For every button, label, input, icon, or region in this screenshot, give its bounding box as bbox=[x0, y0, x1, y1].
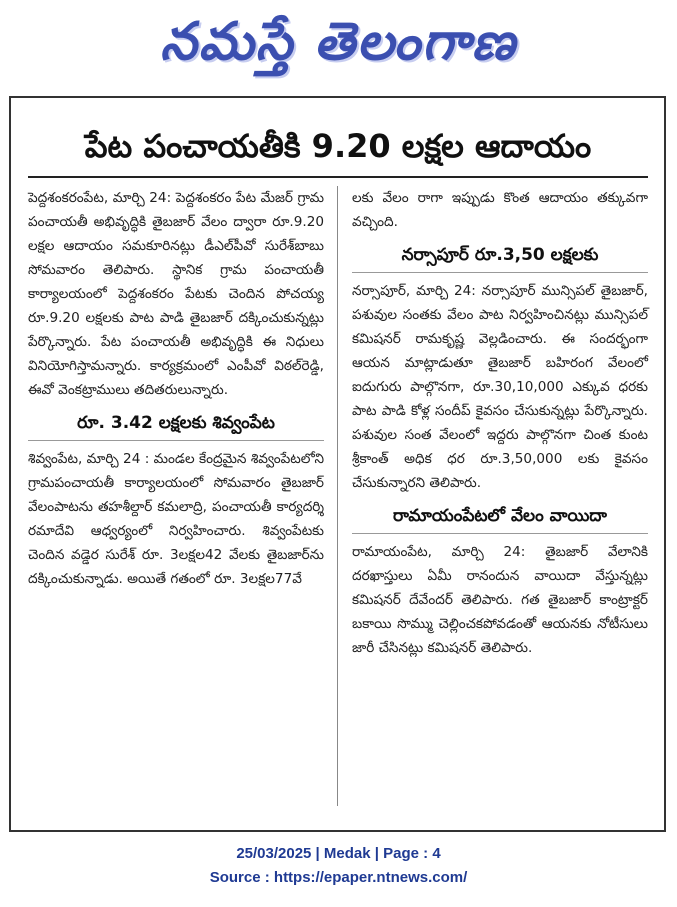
newspaper-logo: నమస్తే తెలంగాణ bbox=[160, 12, 517, 72]
article-column-left bbox=[28, 186, 324, 591]
article-paragraph: లకు వేలం రాగా ఇప్పుడు కొంత ఆదాయం తక్కువగా వచ్చింది. bbox=[352, 190, 648, 230]
edition-info: 25/03/2025 | Medak | Page : 4 bbox=[236, 845, 441, 862]
article-paragraph: శివ్వంపేట, మార్చి 24 : మండల కేంద్రమైన శివ్వంపేటలోని గ్రామపంచాయతీ కార్యాలయంలో సోమవారం తైబజార్ వేలంపాటను తహశీల్దార్ కమలాద్రి, పంచాయతీ కార్యదర్శి రమాదేవి ఆధ్వర్యంలో నిర్వహించారు. శివ్వంపేటకు చెందిన వడ్డెర సురేశ్ రూ. 3లక్షల42 వేలకు తైబజార్‌ను దక్కించుకున్నాడు. అయితే గతంలో రూ. 3లక్షల77వే bbox=[28, 451, 324, 587]
article-paragraph: రామాయంపేట, మార్చి 24: తైబజార్ వేలానికి దరఖాస్తులు ఏమీ రానందున వాయిదా వేస్తున్నట్లు కమిషనర్ దేవేందర్ తెలిపారు. గత తైబజార్ కాంట్రాక్టర్ బకాయి సొమ్ము చెల్లించకపోవడంతో ఆయనకు నోటీసులు జారీ చేసినట్లు కమిషనర్ తెలిపారు. bbox=[352, 544, 648, 656]
section-subheading: రూ. 3.42 లక్షలకు శివ్వంపేట bbox=[28, 408, 324, 441]
masthead bbox=[0, 0, 677, 88]
article-paragraph: పెద్దశంకరంపేట, మార్చి 24: పెద్దశంకరం పేట మేజర్ గ్రామ పంచాయతీ అభివృద్ధికి తైబజార్ వేలం ద్వారా రూ.9.20 లక్షల ఆదాయం సమకూరినట్లు డీఎల్‌పీవో సురేశ్‌బాబు సోమవారం తెలిపారు. స్థానిక గ్రామ పంచాయతీ కార్యాలయంలో పెద్దశంకరం పేటకు చెందిన పోచయ్య రూ.9.20 లక్షలకు పాట పాడి తైబజార్ దక్కించుకున్నట్లు పేర్కొన్నారు. పేట పంచాయతీ అభివృద్ధికి ఈ నిధులు వినియోగిస్తామన్నారు. కార్యక్రమంలో ఎంపీవో విఠల్‌రెడ్డి, ఈవో వెంకట్రాములు తదితరులున్నారు. bbox=[28, 190, 324, 398]
page-footer bbox=[0, 842, 677, 890]
source-link[interactable]: Source : https://epaper.ntnews.com/ bbox=[209, 869, 468, 886]
section-subheading: నర్సాపూర్ రూ.3,50 లక్షలకు bbox=[352, 240, 648, 273]
section-subheading: రామాయంపేటలో వేలం వాయిదా bbox=[352, 501, 648, 534]
article-paragraph: నర్సాపూర్, మార్చి 24: నర్సాపూర్ మున్సిపల్ తైబజార్, పశువుల సంతకు వేలం పాట నిర్వహించినట్లు మున్సిపల్ కమిషనర్ రామకృష్ణ వెల్లడించారు. ఈ సందర్భంగా ఆయన మాట్లాడుతూ తైబజార్ బహిరంగ వేలంలో ఐదుగురు పాల్గొనగా, రూ.30,10,000 ఎక్కువ ధరకు పాట పాడి కోళ్ల సందీప్ కైవసం చేసుకున్నట్లు పేర్కొన్నారు. పశువుల సంత వేలంలో ఇద్దరు పాల్గొనగా చింత కుంట శ్రీకాంత్ అధిక ధర రూ.3,50,000 లకు కైవసం చేసుకున్నారని తెలిపారు. bbox=[352, 283, 648, 491]
column-divider bbox=[337, 186, 338, 806]
article-headline: పేట పంచాయతీకి 9.20 లక్షల ఆదాయం bbox=[84, 127, 592, 165]
headline-rule bbox=[28, 176, 648, 178]
article-column-right bbox=[352, 186, 648, 660]
